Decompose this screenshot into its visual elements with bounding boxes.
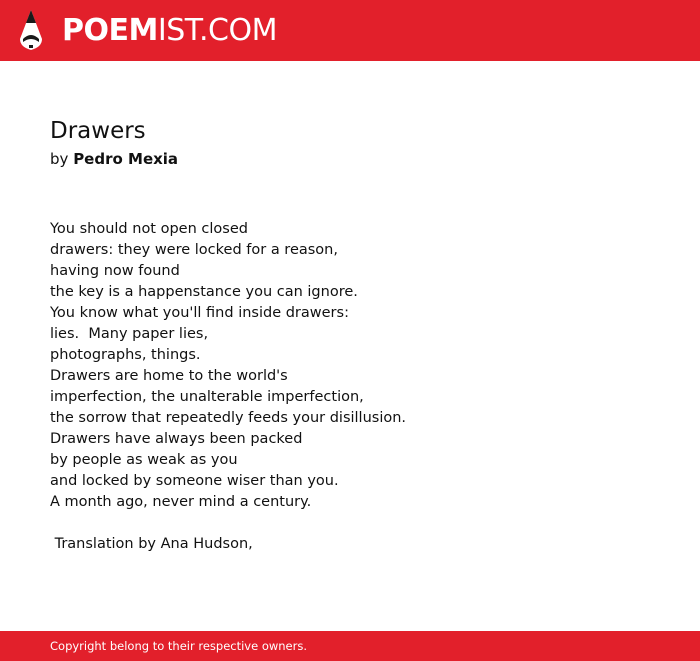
site-header xyxy=(0,0,700,61)
brand-light: IST.COM xyxy=(157,13,277,48)
site-logo-text[interactable] xyxy=(62,13,277,49)
poem-line: Drawers have always been packed xyxy=(50,431,303,447)
poem-line: You should not open closed xyxy=(50,221,248,237)
poem-title: Drawers xyxy=(50,118,146,144)
copyright-text: Copyright belong to their respective owners. xyxy=(50,639,308,653)
poem-line: the sorrow that repeatedly feeds your disillusion. xyxy=(50,410,407,426)
poem-line: You know what you'll find inside drawers: xyxy=(50,305,349,321)
poem-line: photographs, things. xyxy=(50,347,201,363)
poem-line xyxy=(50,513,406,534)
poem-line: having now found xyxy=(50,263,180,279)
brand-bold: POEM xyxy=(62,13,158,48)
poem-line: lies. Many paper lies, xyxy=(50,326,209,342)
poem-line: imperfection, the unalterable imperfection, xyxy=(50,389,364,405)
by-label: by xyxy=(50,150,69,168)
poem-line: drawers: they were locked for a reason, xyxy=(50,242,338,258)
poem-line: by people as weak as you xyxy=(50,452,238,468)
site-footer xyxy=(0,631,700,661)
poem-byline xyxy=(50,149,178,169)
poem-line: and locked by someone wiser than you. xyxy=(50,473,339,489)
poem-author: Pedro Mexia xyxy=(73,150,179,168)
pencil-icon[interactable] xyxy=(17,9,45,51)
poem-body xyxy=(50,219,406,555)
poem-line: Translation by Ana Hudson, xyxy=(50,536,253,552)
poem-line: Drawers are home to the world's xyxy=(50,368,288,384)
poem-line: the key is a happenstance you can ignore. xyxy=(50,284,358,300)
poem-line: A month ago, never mind a century. xyxy=(50,494,312,510)
